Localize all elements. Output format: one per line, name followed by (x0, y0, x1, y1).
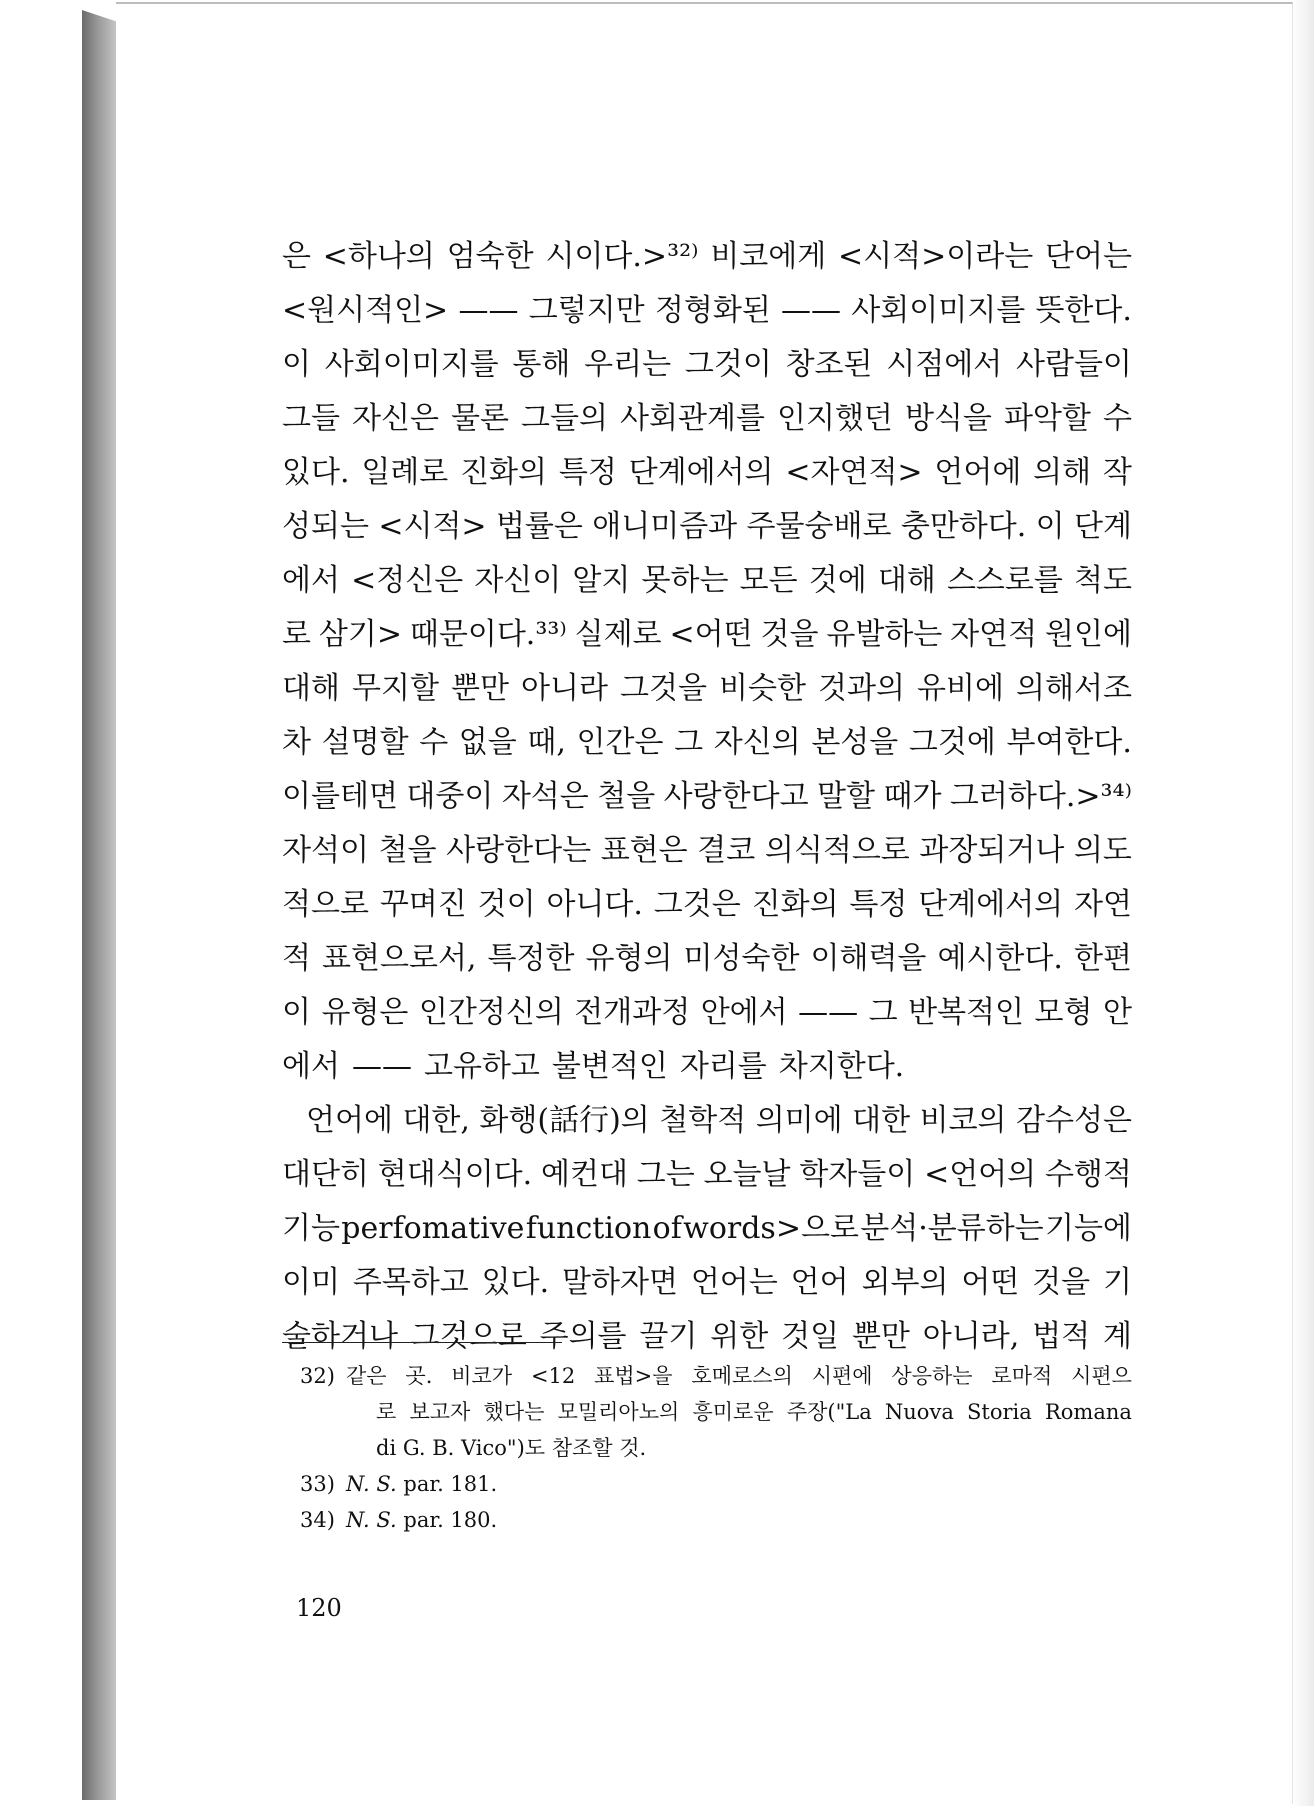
word: 뿐만 (851, 1319, 910, 1354)
word: 철을 (597, 779, 656, 814)
word: 은 (282, 239, 311, 274)
word: 특정 (558, 455, 617, 490)
word: 것이 (477, 887, 536, 922)
word: 주물숭배로 (746, 509, 892, 544)
word: 물론 (451, 401, 509, 436)
word: 특정한 (487, 941, 575, 976)
word: 로마적 (991, 1364, 1053, 1388)
text-line (282, 1094, 1132, 1148)
word: Nuova (884, 1400, 954, 1424)
word: 철학적 (659, 1103, 747, 1138)
word: 말하자면 (562, 1265, 678, 1300)
word: 적으로 (282, 887, 369, 922)
word: 과장되거나 (919, 833, 1065, 868)
text-line (282, 1202, 1132, 1256)
footnote-32 (300, 1358, 1132, 1466)
word: 모형 (1034, 995, 1093, 1030)
text-line (282, 554, 1132, 608)
word: 전개과정 (574, 995, 691, 1030)
word: 상응하는 (891, 1364, 973, 1388)
word: 일례로 (361, 455, 449, 490)
word: 차 (282, 725, 311, 760)
word: 그 (674, 725, 704, 760)
word: 적 (282, 941, 311, 976)
word: 표현으로서, (322, 941, 477, 976)
word: 자석이 (282, 833, 369, 868)
word: 대중이 (406, 779, 494, 814)
word: —— (781, 293, 842, 328)
word: <어떤 (669, 617, 753, 652)
word: 법률은 (495, 509, 583, 544)
word: 사회관계를 (620, 401, 765, 436)
word: perfomative (341, 1211, 525, 1246)
word: 이해력을 (810, 941, 927, 976)
body-text (282, 230, 1132, 1364)
footnote-reference: N. S. (346, 1472, 397, 1496)
word: 있다. (282, 455, 350, 490)
word: 로 (376, 1400, 397, 1424)
word: 사회이미지를 (851, 293, 1026, 328)
word: 뜻한다. (1035, 293, 1132, 328)
word: 단어는 (1045, 239, 1132, 274)
word: 곳. (405, 1364, 433, 1388)
word: 정형화된 (654, 293, 771, 328)
footnote-number: 34) (300, 1508, 335, 1532)
word: 했다는 (483, 1400, 545, 1424)
word: 주목하고 (352, 1265, 469, 1300)
word: 척도 (1074, 563, 1132, 598)
word: <정신은 (351, 563, 464, 598)
word: 그는 (636, 1157, 695, 1192)
word: 그렇지만 (528, 293, 645, 328)
word: 유비에 (917, 671, 1004, 706)
word: 호메로스의 (691, 1364, 793, 1388)
word: 창조된 (785, 347, 873, 382)
word: 흥미로운 (692, 1400, 774, 1424)
word: —— (351, 1049, 412, 1084)
word: 그것으로 (410, 1319, 527, 1354)
word: Romana (1044, 1400, 1132, 1424)
word: 모든 (739, 563, 798, 598)
book-spine (82, 10, 118, 1800)
word: 차지한다. (778, 1049, 905, 1084)
word: 이 (1035, 509, 1065, 544)
word: 한편 (1073, 941, 1132, 976)
word: 표현은 (600, 833, 688, 868)
word: Storia (967, 1400, 1032, 1424)
word: 방식을 (904, 401, 992, 436)
word: 수 (419, 725, 449, 760)
word: 예시한다. (937, 941, 1063, 976)
word: 애니미즘과 (592, 509, 738, 544)
word: —— (798, 995, 859, 1030)
footnote-line (346, 1358, 1132, 1394)
word: 같은 (346, 1364, 387, 1388)
word: 비코의 (919, 1103, 1007, 1138)
word: 설명할 (321, 725, 409, 760)
word: 학자들이 (799, 1157, 916, 1192)
text-line (282, 716, 1132, 770)
word: 의해서조 (1016, 671, 1132, 706)
word: 스스로를 (946, 563, 1063, 598)
text-line (282, 1256, 1132, 1310)
word: 언어 (790, 1265, 849, 1300)
footnote-text: par. 181. (403, 1472, 498, 1496)
word: 알지 (572, 563, 631, 598)
word: 기 (1103, 1265, 1132, 1300)
word: 것을 (1032, 1265, 1091, 1300)
word: 엄숙한 (446, 239, 534, 274)
word: 법적 (1032, 1319, 1091, 1354)
word: 사랑한다는 (446, 833, 592, 868)
word: 반복적인 (908, 995, 1025, 1030)
word: 실제로 (574, 617, 662, 652)
text-line (282, 878, 1132, 932)
word: 사회이미지를 (324, 347, 499, 382)
word: 단계에서의 (628, 455, 774, 490)
footnote-text: par. 180. (403, 1508, 498, 1532)
word: of (652, 1211, 682, 1246)
word: 인간은 (576, 725, 664, 760)
word: 작 (1102, 455, 1132, 490)
word: 뿐만 (451, 671, 509, 706)
word: 그러하다.>³⁴⁾ (949, 779, 1132, 814)
word: 특정 (849, 887, 908, 922)
footnote-34 (300, 1502, 1132, 1538)
word: <하나의 (322, 239, 435, 274)
word: 말할 (817, 779, 876, 814)
word: 것을 (760, 617, 819, 652)
text-line (282, 824, 1132, 878)
word: 것일 (781, 1319, 840, 1354)
word: 통해 (512, 347, 571, 382)
word: 표법>을 (594, 1364, 673, 1388)
word: 자연적 (950, 617, 1038, 652)
word: 비코가 (451, 1364, 513, 1388)
footnote-reference: N. S. (346, 1508, 397, 1532)
word: 그들 (282, 401, 340, 436)
text-line (282, 1148, 1132, 1202)
word: 어떤 (961, 1265, 1020, 1300)
word: 부여한다. (1006, 725, 1132, 760)
word: 이를테면 (282, 779, 398, 814)
word: 삼기> (318, 617, 402, 652)
word: 그것은 (653, 887, 741, 922)
word: 오늘날 (703, 1157, 791, 1192)
word: 유형의 (585, 941, 673, 976)
word: 자연 (1074, 887, 1132, 922)
word: <시적>이라는 (838, 239, 1034, 274)
text-line (282, 932, 1132, 986)
word: 자석은 (501, 779, 589, 814)
word: 위한 (710, 1319, 769, 1354)
word: 충만하다. (900, 509, 1027, 544)
word: 대해 (877, 563, 936, 598)
word: 의미에 (755, 1103, 843, 1138)
word: 수행적 (1044, 1157, 1132, 1192)
text-line (282, 662, 1132, 716)
word: 것과의 (818, 671, 905, 706)
text-line (282, 986, 1132, 1040)
word: 계 (1103, 1319, 1132, 1354)
footnote-number: 33) (300, 1472, 335, 1496)
word: 것에 (808, 563, 867, 598)
word: 안 (1102, 995, 1132, 1030)
footnote-number: 32) (300, 1364, 335, 1388)
word: 자리를 (679, 1049, 767, 1084)
word: 보고자 (409, 1400, 471, 1424)
word: 의도 (1073, 833, 1132, 868)
word: 대해 (282, 671, 340, 706)
word: 화행(話行)의 (479, 1103, 650, 1138)
word: 성되는 (282, 509, 369, 544)
word: 본성을 (811, 725, 899, 760)
word: 사람들이 (1015, 347, 1132, 382)
word: 진화의 (751, 887, 839, 922)
word: 우리는 (584, 347, 672, 382)
word: 끌기 (639, 1319, 698, 1354)
word: 주의를 (539, 1319, 627, 1354)
word: 대한, (402, 1103, 470, 1138)
word: 불변적인 (551, 1049, 668, 1084)
word: 이 (282, 995, 311, 1030)
word: 고유하고 (423, 1049, 540, 1084)
word: 안에서 (700, 995, 788, 1030)
word: 시점에서 (886, 347, 1003, 382)
page-edge-shadow (1292, 0, 1314, 1806)
footnote-separator (282, 1342, 562, 1343)
word: function (525, 1211, 652, 1246)
word: 진화의 (460, 455, 548, 490)
word: 그것이 (684, 347, 772, 382)
word: 때, (527, 725, 566, 760)
word: 기능에 (1044, 1211, 1132, 1246)
word: 의식적으로 (764, 833, 910, 868)
word: 그들의 (521, 401, 608, 436)
word: 파악할 (1003, 401, 1091, 436)
word: 비슷한 (719, 671, 806, 706)
word: 시편에 (811, 1364, 873, 1388)
word: 그 (868, 995, 898, 1030)
text-line (282, 1310, 1132, 1364)
word: 때문이다.³³⁾ (409, 617, 567, 652)
text-line (282, 446, 1132, 500)
word: 인간정신의 (418, 995, 564, 1030)
word: 꾸며진 (379, 887, 467, 922)
word: 유발하는 (826, 617, 943, 652)
word: 철을 (378, 833, 437, 868)
word: <자연적> (785, 455, 923, 490)
word: 사랑한다고 (663, 779, 809, 814)
word: 예컨대 (541, 1157, 628, 1192)
text-line (282, 284, 1132, 338)
word: 분석·분류하는 (860, 1211, 1044, 1246)
word: 미성숙한 (683, 941, 800, 976)
text-line (282, 230, 1132, 284)
word: 언어에 (934, 455, 1022, 490)
word: 언어는 (690, 1265, 778, 1300)
text-line (282, 500, 1132, 554)
page-number: 120 (296, 1594, 342, 1622)
word: 있다. (481, 1265, 550, 1300)
word: 자신의 (713, 725, 801, 760)
word: <원시적인> (282, 293, 449, 328)
word: 모밀리아노의 (557, 1400, 680, 1424)
word: 언어에 (306, 1103, 393, 1138)
word: 결코 (697, 833, 756, 868)
word: 무지할 (352, 671, 439, 706)
word: 에서 (282, 563, 340, 598)
word: 자신이 (474, 563, 562, 598)
word: 수 (1102, 401, 1132, 436)
word: 대한 (852, 1103, 911, 1138)
word: 에서 (282, 1049, 340, 1084)
text-line (282, 770, 1132, 824)
footnote-line: di G. B. Vico")도 참조할 것. (376, 1436, 647, 1460)
text-line (282, 338, 1132, 392)
word: 이 (282, 347, 311, 382)
word: <언어의 (924, 1157, 1037, 1192)
word: <12 (530, 1364, 576, 1388)
word: 로 (282, 617, 311, 652)
word: 아니라 (521, 671, 608, 706)
word: 자신은 (352, 401, 439, 436)
word: <시적> (378, 509, 487, 544)
word: 아니라, (922, 1319, 1020, 1354)
footnote-line (346, 1394, 1132, 1430)
word: 그것을 (620, 671, 707, 706)
word: 의해 (1033, 455, 1092, 490)
word: words>으로 (683, 1211, 859, 1246)
word: 외부의 (861, 1265, 949, 1300)
word: 시편으 (1071, 1364, 1132, 1388)
word: 기능 (282, 1211, 340, 1246)
word: 유형은 (321, 995, 409, 1030)
text-line (282, 392, 1132, 446)
text-line (282, 1040, 1132, 1094)
word: 원인에 (1045, 617, 1132, 652)
word: 못하는 (641, 563, 729, 598)
word: 없을 (458, 725, 517, 760)
word: 그것에 (908, 725, 996, 760)
footnote-33 (300, 1466, 1132, 1502)
word: 이미 (282, 1265, 340, 1300)
word: 시이다.>³²⁾ (545, 239, 699, 274)
word: 대단히 (282, 1157, 369, 1192)
word: 인지했던 (776, 401, 893, 436)
word: 아니다. (546, 887, 643, 922)
word: 현대식이다. (377, 1157, 533, 1192)
word: 감수성은 (1016, 1103, 1132, 1138)
footnotes (300, 1358, 1132, 1538)
word: 때가 (883, 779, 942, 814)
word: 비코에게 (710, 239, 827, 274)
word: —— (458, 293, 519, 328)
text-line (282, 608, 1132, 662)
word: 단계에서의 (918, 887, 1064, 922)
word: 단계 (1074, 509, 1132, 544)
word: 술하거나 (282, 1319, 398, 1354)
word: 주장("La (786, 1400, 872, 1424)
